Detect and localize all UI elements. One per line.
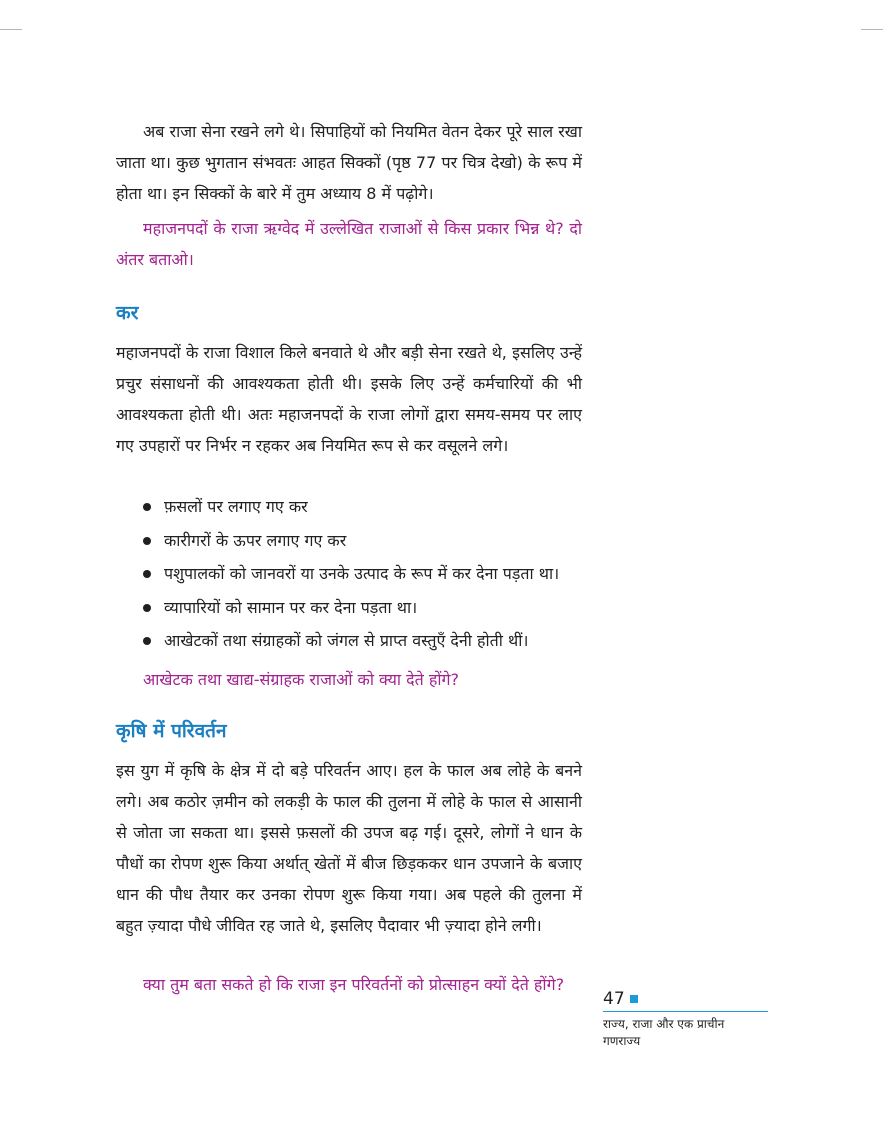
list-item: फ़सलों पर लगाए गए कर [116, 490, 582, 524]
page-marker-square-icon [630, 995, 638, 1003]
question-hunters: आखेटक तथा खाद्य-संग्राहक राजाओं को क्या देते होंगे? [143, 670, 459, 689]
heading-agriculture: कृषि में परिवर्तन [116, 720, 227, 742]
page-number-row [603, 988, 768, 1010]
list-item: कारीगरों के ऊपर लगाए गए कर [116, 524, 582, 558]
bullet-icon [143, 503, 151, 511]
question-encourage: क्या तुम बता सकते हो कि राजा इन परिवर्तनों को प्रोत्साहन क्यों देते होंगे? [143, 975, 565, 994]
page-footer [603, 988, 768, 1050]
paragraph-agriculture: इस युग में कृषि के क्षेत्र में दो बड़े परिवर्तन आए। हल के फाल अब लोहे के बनने लगे। अब कठोर ज़मीन को लकड़ी के फाल की तुलना में लोहे के फाल से आसानी से जोता जा सकता था। इससे फ़सलों की उपज बढ़ गई। दूसरे, लोगों ने धान के पौधों का रोपण शुरू किया अर्थात् खेतों में बीज छिड़ककर धान उपजाने के बजाए धान की पौध तैयार कर उनका रोपण शुरू किया गया। अब पहले की तुलना में बहुत ज़्यादा पौधे जीवित रह जाते थे, इसलिए पैदावार भी ज़्यादा होने लगी। [116, 761, 582, 935]
chapter-title: राज्य, राजा और एक प्राचीन गणराज्य [603, 1017, 725, 1048]
paragraph-army: अब राजा सेना रखने लगे थे। सिपाहियों को नियमित वेतन देकर पूरे साल रखा जाता था। कुछ भुगतान संभवतः आहत सिक्कों (पृष्ठ 77 पर चित्र देखो) के रूप में होता था। इन सिक्कों के बारे में तुम अध्याय 8 में पढ़ोगे। [116, 122, 582, 203]
tax-bullet-list [116, 490, 582, 658]
list-item: पशुपालकों को जानवरों या उनके उत्पाद के रूप में कर देना पड़ता था। [116, 557, 582, 591]
bullet-icon [143, 537, 151, 545]
page-number: 47 [603, 989, 625, 1009]
crop-mark-right [861, 29, 883, 30]
crop-mark-left [0, 29, 22, 30]
list-item: व्यापारियों को सामान पर कर देना पड़ता था। [116, 591, 582, 625]
list-item: आखेटकों तथा संग्राहकों को जंगल से प्राप्त वस्तुएँ देनी होती थीं। [116, 624, 582, 658]
footer-rule [603, 1011, 768, 1012]
bullet-icon [143, 637, 151, 645]
question-kings: महाजनपदों के राजा ऋग्वेद में उल्लेखित राजाओं से किस प्रकार भिन्न थे? दो अंतर बताओ। [116, 219, 582, 269]
paragraph-tax-intro: महाजनपदों के राजा विशाल किले बनवाते थे और बड़ी सेना रखते थे, इसलिए उन्हें प्रचुर संसाधनों की आवश्यकता होती थी। इसके लिए उन्हें कर्मचारियों की भी आवश्यकता होती थी। अतः महाजनपदों के राजा लोगों द्वारा समय-समय पर लाए गए उपहारों पर निर्भर न रहकर अब नियमित रूप से कर वसूलने लगे। [116, 343, 582, 455]
bullet-icon [143, 570, 151, 578]
bullet-icon [143, 604, 151, 612]
heading-tax: कर [116, 302, 139, 324]
